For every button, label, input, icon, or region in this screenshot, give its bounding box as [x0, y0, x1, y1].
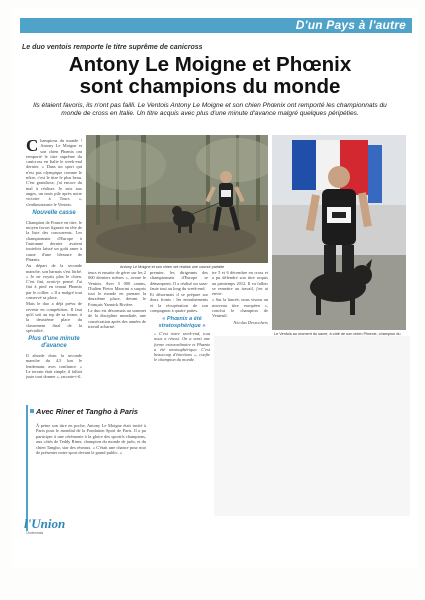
article-column-2	[88, 270, 146, 330]
photo-runner-forest	[86, 135, 268, 263]
paragraph: Champions du monde ! Antony Le Moigne et son chien Phœnix ont remporté le titre suprême du canicross en Italie le week-end dernier. « Dans un sport qui n'est pas olympique comme le nôtre, c'est le titre le plus beau. C'est grandiose, j'ai encore du mal à réaliser. Je suis aux anges, un mois pile après notre victoire à Tours », s'enthousiasme le Ventois.	[26, 136, 82, 207]
paragraph: Le duo est désormais au sommet de la discipline mondiale, une consécration après des années de travail acharné.	[88, 308, 146, 329]
blank-area	[214, 336, 410, 516]
section-band	[20, 18, 412, 33]
paragraph: « Sur la lancée, nous visons un nouveau titre européen », conclut le champion de Venteuil.	[212, 297, 268, 319]
photo-caption-1: Antony Le Moigne et son chien ont réalisé une course parfaite	[120, 265, 225, 269]
pull-quote-title: « Phœnix a été stratosphérique »	[158, 316, 206, 329]
dropcap: C	[26, 136, 39, 155]
paragraph: premier, les dirigeants des championnats d'Europe se démarquent. Il a réalisé un sans-faute tout au long du week-end.	[150, 270, 208, 291]
headline-line-2: sont champions du monde	[79, 75, 341, 98]
paragraph: Au départ de la seconde manche, son harnais s'est lâché. « Je ne voyais plus le chien. C'est fini, avais-je pensé. J'ai fini à pied en tenant Phœnix par le collier. » Il a malgré tout conservé sa place.	[26, 263, 82, 301]
newspaper-logo: l'Union	[24, 516, 66, 531]
article-column-1	[26, 138, 82, 381]
sidebar-box	[26, 405, 146, 531]
subhead-avance: Plus d'une minute d'avance	[28, 336, 80, 350]
pull-quote	[154, 316, 210, 363]
photo-caption-2: Le Ventois au moment du sacre, à côté de son chien Phœnix, champion du	[274, 332, 401, 336]
article-column-4	[212, 270, 268, 326]
paragraph: Il aborde donc la seconde manche du 4,5 km le lendemain, avec confiance. « Le terrain était simple, il fallait juste tout donner », raconte-t-il.	[26, 353, 82, 380]
paragraph: Mais le duo a déjà prévu de revenir en compétition. Il faut qu'il soit au top de sa forme, à la deuxième place du classement final de la spécialité.	[26, 301, 82, 333]
paragraph: Et désormais il se prépare sur deux fronts : les entraînements et la récupération de son compagnon à quatre pattes.	[150, 292, 208, 314]
photo-champion-flag-image	[272, 135, 406, 330]
paragraph: Champion de France en titre, le moyen favori figurait en tête de la liste des concurrents. Les championnats d'Europe à l'automne dernier avaient toutefois laissé un goût amer à cause d'une blessure de Phœnix.	[26, 219, 82, 262]
lede: Ils étaient favoris, ils n'ont pas failli. Le Ventois Antony Le Moigne et son chien Phœnix ont remporté les championnats du monde de cross en Italie. Un titre acquis avec plus d'une minute d'avance malgré quelques péripéties.	[33, 102, 387, 117]
paragraph: teurs et ensuite de gérer sur les 2 000 derniers mètres », avoue le Ventois. Avec 5 000 canins, l'Italien Pietro Mancini a surpris tout le monde en prenant la deuxième place, devant le Français Yannick Rivière.	[88, 270, 146, 307]
sidebar-box-title: Avec Riner et Tangho à Paris	[36, 407, 138, 416]
kicker: Le duo ventois remporte le titre suprême de canicross	[22, 44, 203, 51]
square-bullet-icon	[30, 409, 34, 413]
signature: Nicolas Desrochers	[233, 319, 268, 325]
paragraph: tre 5 et 6 décembre en cross et a pu défendre son titre acquis au printemps 2012. Il va falloir se remettre au travail, j'en ai envie.	[212, 270, 268, 297]
subhead-nouvelle-casse: Nouvelle casse	[32, 209, 76, 216]
headline-line-1: Antony Le Moigne et Phœnix	[68, 53, 352, 76]
photo-champion-flag	[272, 135, 406, 330]
section-title: D'un Pays à l'autre	[295, 18, 406, 32]
pull-quote-text: « C'est notre week-end, tout nous a réussi. On a senti une forme extraordinaire et Phœnix a été stratosphérique. C'est beaucoup d'émotions », confie le champion du monde.	[154, 331, 210, 363]
headline	[40, 54, 380, 98]
photo-runner-forest-image	[86, 135, 268, 263]
article-column-3	[150, 270, 208, 314]
newspaper-tagline: l'Ardennais	[26, 531, 44, 535]
sidebar-box-body: À peine son titre en poche, Antony Le Moigne était invité à Paris pour le mondial de la Fondation Sport de Paris. Il a pu participer à une cérémonie à la gloire des sportifs champions, aux côtés de Teddy Riner, champion du monde de judo, et du chien Tangho, star des réseaux. « C'était une chance pour moi de présenter notre sport devant le grand public. »	[36, 423, 146, 456]
